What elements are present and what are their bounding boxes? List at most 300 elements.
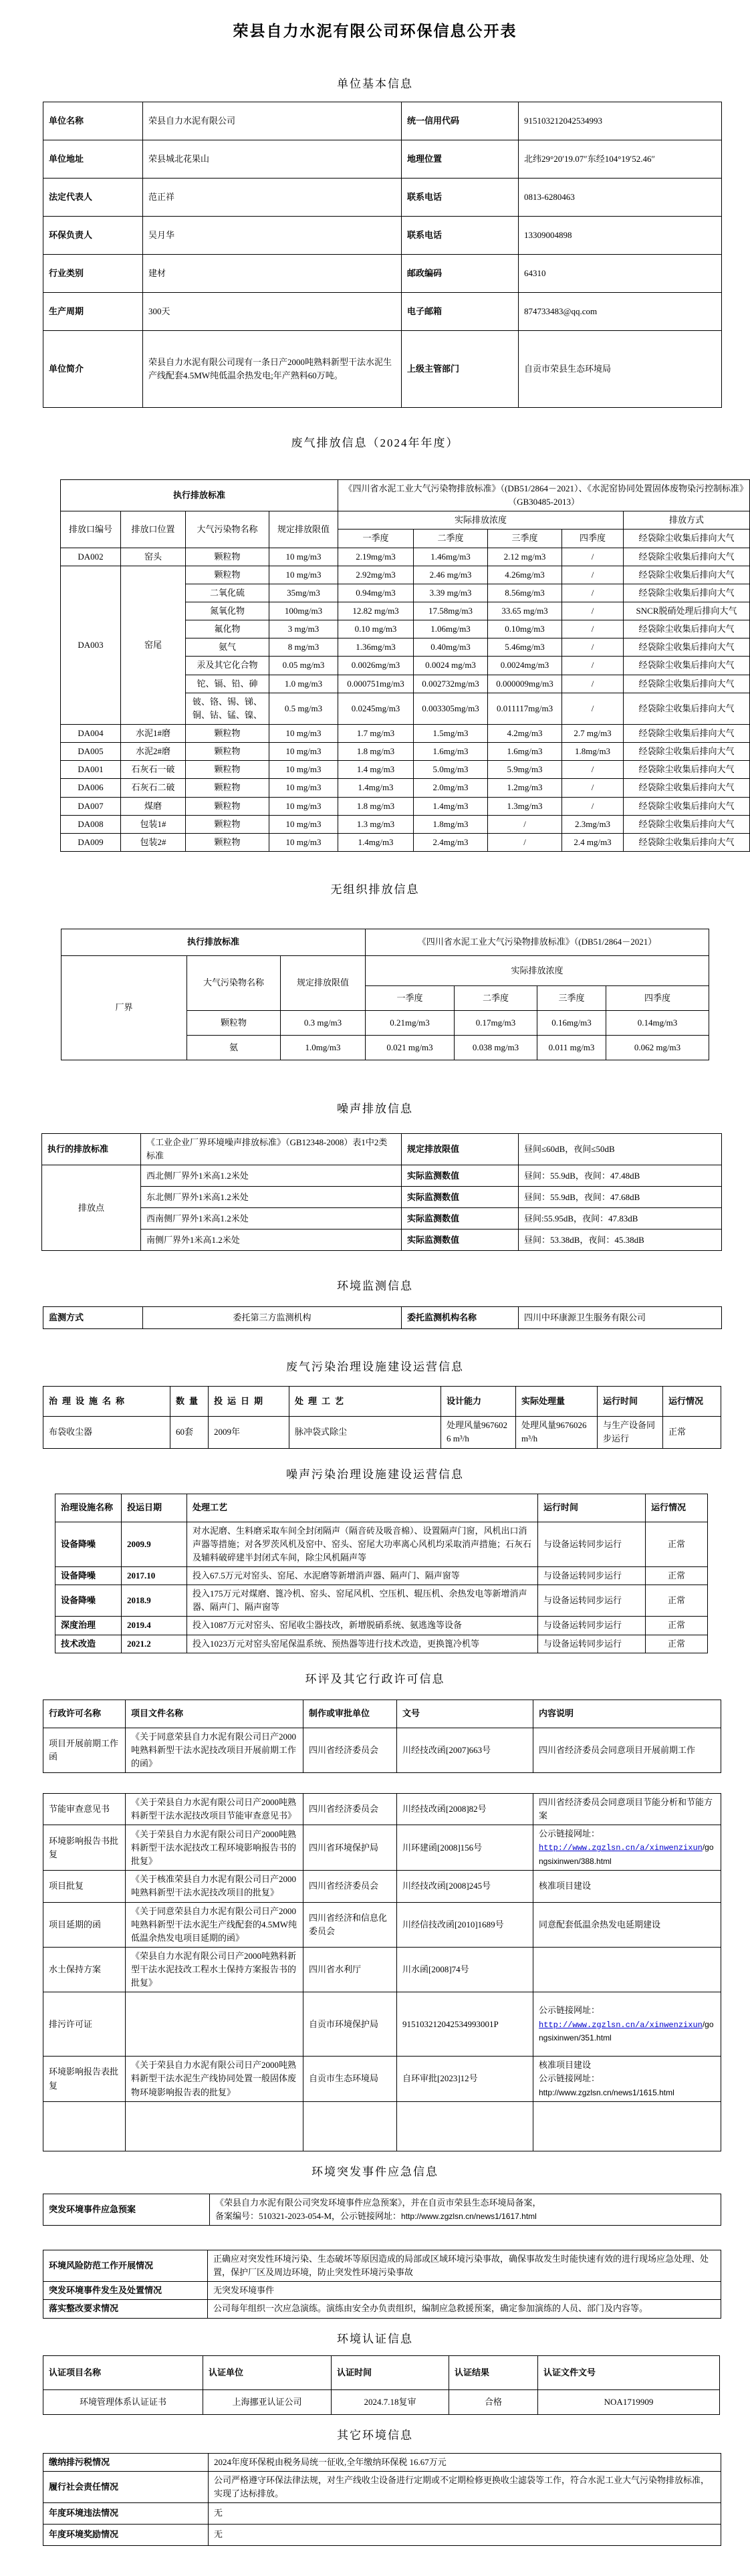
data-cell: 1.06mg/m3 bbox=[414, 620, 488, 638]
data-cell: 四川省经济委员会同意项目开展前期工作 bbox=[533, 1728, 721, 1772]
data-cell: 正常 bbox=[646, 1635, 708, 1653]
column-header: 认证文件文号 bbox=[538, 2355, 720, 2389]
data-cell: 1.0mg/m3 bbox=[281, 1035, 366, 1060]
section-title-fugitive: 无组织排放信息 bbox=[330, 883, 420, 896]
column-header: 三季度 bbox=[537, 985, 606, 1010]
data-cell: 0.10 mg/m3 bbox=[338, 620, 414, 638]
data-cell: 2009年 bbox=[209, 1417, 289, 1448]
data-cell: 颗粒物 bbox=[186, 779, 269, 797]
field-value: 13309004898 bbox=[519, 217, 722, 255]
column-header: 认证项目名称 bbox=[43, 2355, 203, 2389]
table-row bbox=[43, 1307, 722, 1329]
column-header: 大气污染物名称 bbox=[186, 511, 269, 548]
table-row bbox=[42, 1165, 722, 1187]
field-label: 实际监测数值 bbox=[402, 1208, 519, 1230]
table-row bbox=[43, 2250, 721, 2282]
table-row bbox=[43, 1871, 721, 1902]
fugitive-emission-table bbox=[61, 929, 709, 1060]
data-cell: 四川省经济委员会 bbox=[303, 1871, 397, 1902]
data-cell: 0.10mg/m3 bbox=[488, 620, 562, 638]
data-cell: 核准项目建设 bbox=[533, 1871, 721, 1902]
data-cell: 《关于同意荣县自力水泥有限公司日产2000吨熟料新型干法水泥技改项目开展前期工作的函》 bbox=[126, 1728, 303, 1772]
data-cell: 水土保持方案 bbox=[43, 1947, 126, 1992]
data-cell: 915103212042534993001P bbox=[397, 1992, 533, 2057]
data-cell: 2.46 mg/m3 bbox=[414, 566, 488, 584]
column-header: 排放口编号 bbox=[61, 511, 121, 548]
field-label: 排放点 bbox=[42, 1165, 141, 1251]
data-cell: 川经技改函[2008]82号 bbox=[397, 1794, 533, 1825]
data-cell: 环境管理体系认证证书 bbox=[43, 2389, 203, 2414]
field-label: 行业类别 bbox=[43, 255, 143, 293]
field-label: 联系电话 bbox=[402, 217, 519, 255]
data-cell: 与设备运转同步运行 bbox=[538, 1585, 646, 1617]
data-cell: 《关于荣县自力水泥有限公司日产2000吨熟料新型干法水泥技改项目节能审查意见书》 bbox=[126, 1794, 303, 1825]
field-value: 荣县自力水泥有限公司 bbox=[143, 102, 402, 140]
standard-label: 执行排放标准 bbox=[61, 929, 366, 955]
column-header: 文号 bbox=[397, 1700, 533, 1728]
data-cell: 4.26mg/m3 bbox=[488, 566, 562, 584]
noise-emission-table bbox=[41, 1133, 722, 1251]
data-cell: 1.8mg/m3 bbox=[414, 815, 488, 833]
field-label: 环保负责人 bbox=[43, 217, 143, 255]
table-row bbox=[61, 566, 750, 584]
field-value: 0813-6280463 bbox=[519, 179, 722, 217]
column-header: 认证时间 bbox=[332, 2355, 449, 2389]
field-label: 落实整改要求情况 bbox=[43, 2300, 208, 2318]
column-header: 运行时间 bbox=[598, 1387, 663, 1417]
data-cell: 投入67.5万元对窑头、窑尾、水泥磨等新增消声器、隔声门、隔声窗等 bbox=[187, 1566, 538, 1585]
field-label: 联系电话 bbox=[402, 179, 519, 217]
data-cell: 设备降噪 bbox=[55, 1585, 122, 1617]
field-label: 规定排放限值 bbox=[402, 1133, 519, 1165]
field-value: 300天 bbox=[143, 293, 402, 331]
data-cell: 经袋除尘收集后排向大气 bbox=[624, 657, 750, 675]
pollutant-permit-link[interactable]: http://www.zgzlsn.cn/a/xinwenzixun bbox=[539, 2020, 703, 2030]
table-row bbox=[43, 2471, 721, 2502]
data-cell: 1.36mg/m3 bbox=[338, 638, 414, 657]
table-row bbox=[61, 511, 750, 530]
data-cell: 3 mg/m3 bbox=[269, 620, 338, 638]
data-cell bbox=[126, 2101, 303, 2151]
data-cell: 氟化物 bbox=[186, 620, 269, 638]
data-cell: 0.011117mg/m3 bbox=[488, 693, 562, 724]
data-cell: 1.5mg/m3 bbox=[414, 724, 488, 742]
data-cell: 0.21mg/m3 bbox=[366, 1010, 455, 1035]
data-cell: 2.19mg/m3 bbox=[338, 548, 414, 566]
column-header: 实际排放浓度 bbox=[366, 955, 709, 985]
data-cell: 节能审查意见书 bbox=[43, 1794, 126, 1825]
table-row bbox=[61, 779, 750, 797]
field-label: 单位地址 bbox=[43, 140, 143, 179]
data-cell: 东北侧厂界外1米高1.2米处 bbox=[141, 1187, 402, 1208]
data-cell: 石灰石二破 bbox=[121, 779, 186, 797]
table-row bbox=[55, 1635, 708, 1653]
data-cell: 0.94mg/m3 bbox=[338, 584, 414, 602]
data-cell: 35mg/m3 bbox=[269, 584, 338, 602]
data-cell: 60套 bbox=[170, 1417, 209, 1448]
data-cell: 厂界 bbox=[61, 955, 187, 1060]
data-cell: 设备降噪 bbox=[55, 1522, 122, 1566]
data-cell: 四川省水利厅 bbox=[303, 1947, 397, 1992]
data-cell: 投入1087万元对窑头、窑尾收尘器技改，新增脱硝系统、氨逃逸等设备 bbox=[187, 1617, 538, 1635]
section-title-monitoring: 环境监测信息 bbox=[337, 1280, 413, 1293]
column-header: 二季度 bbox=[455, 985, 537, 1010]
plan-line: 备案编号：510321-2023-054-M，公示链接网址： bbox=[215, 2210, 402, 2221]
table-row bbox=[43, 1728, 721, 1772]
data-cell bbox=[533, 1947, 721, 1992]
note-line: 核准项目建设 bbox=[539, 2060, 592, 2071]
data-cell: SNCR脱硝处理后排向大气 bbox=[624, 602, 750, 620]
note-prefix: 公示链接网址： bbox=[539, 1829, 600, 1839]
data-cell: 2.92mg/m3 bbox=[338, 566, 414, 584]
data-cell: 33.65 mg/m3 bbox=[488, 602, 562, 620]
data-cell: 1.0 mg/m3 bbox=[269, 675, 338, 693]
data-cell: / bbox=[562, 620, 624, 638]
data-cell: 项目开展前期工作函 bbox=[43, 1728, 126, 1772]
data-cell: 1.2mg/m3 bbox=[488, 779, 562, 797]
data-cell: 0.021 mg/m3 bbox=[366, 1035, 455, 1060]
data-cell: 颗粒物 bbox=[186, 797, 269, 815]
field-value: 范正祥 bbox=[143, 179, 402, 217]
data-cell: 水泥2#磨 bbox=[121, 743, 186, 761]
column-header: 实际排放浓度 bbox=[338, 511, 624, 530]
data-cell: 经袋除尘收集后排向大气 bbox=[624, 761, 750, 779]
field-label: 突发环境事件发生及处置情况 bbox=[43, 2282, 208, 2300]
column-header: 制作或审批单位 bbox=[303, 1700, 397, 1728]
data-cell: 4.2mg/m3 bbox=[488, 724, 562, 742]
data-cell: 环境影响报告书批复 bbox=[43, 1825, 126, 1871]
data-cell: 经袋除尘收集后排向大气 bbox=[624, 638, 750, 657]
data-cell: 窑头 bbox=[121, 548, 186, 566]
link-tail: /gongsixinwen/388.html bbox=[539, 1843, 714, 1867]
table-row bbox=[43, 1387, 721, 1417]
data-cell: 12.82 mg/m3 bbox=[338, 602, 414, 620]
column-header: 处理工艺 bbox=[187, 1494, 538, 1522]
field-label: 统一信用代码 bbox=[402, 102, 519, 140]
data-cell: 2.3mg/m3 bbox=[562, 815, 624, 833]
data-cell: 17.58mg/m3 bbox=[414, 602, 488, 620]
column-header: 四季度 bbox=[562, 530, 624, 548]
column-header: 一季度 bbox=[366, 985, 455, 1010]
data-cell: 四川省经济委员会同意项目节能分析和节能方案 bbox=[533, 1794, 721, 1825]
data-cell bbox=[533, 2101, 721, 2151]
data-cell: 经袋除尘收集后排向大气 bbox=[624, 584, 750, 602]
table-row bbox=[42, 1230, 722, 1251]
data-cell: 2021.2 bbox=[122, 1635, 187, 1653]
data-cell: / bbox=[562, 548, 624, 566]
data-cell: 昼间：53.38dB，夜间：45.38dB bbox=[519, 1230, 722, 1251]
table-row bbox=[61, 724, 750, 742]
data-cell: / bbox=[562, 797, 624, 815]
section-title-noise-treatment: 噪声污染治理设施建设运营信息 bbox=[286, 1468, 464, 1481]
data-cell: 氮氧化物 bbox=[186, 602, 269, 620]
field-value: 无 bbox=[209, 2525, 721, 2546]
section-title-noise: 噪声排放信息 bbox=[337, 1102, 413, 1115]
table-row bbox=[61, 761, 750, 779]
data-cell: 汞及其它化合物 bbox=[186, 657, 269, 675]
table-row bbox=[43, 255, 722, 293]
field-label: 环境风险防范工作开展情况 bbox=[43, 2250, 208, 2282]
basic-info-table bbox=[43, 102, 722, 408]
data-cell: 2.12 mg/m3 bbox=[488, 548, 562, 566]
data-cell: DA002 bbox=[61, 548, 121, 566]
data-cell: 经袋除尘收集后排向大气 bbox=[624, 675, 750, 693]
data-cell bbox=[533, 1992, 721, 2057]
certification-table bbox=[43, 2355, 720, 2415]
field-label: 实际监测数值 bbox=[402, 1230, 519, 1251]
data-cell: 布袋收尘器 bbox=[43, 1417, 170, 1448]
data-cell: 0.0245mg/m3 bbox=[338, 693, 414, 724]
data-cell: 0.062 mg/m3 bbox=[606, 1035, 709, 1060]
data-cell: 1.6mg/m3 bbox=[414, 743, 488, 761]
data-cell: DA007 bbox=[61, 797, 121, 815]
field-label: 电子邮箱 bbox=[402, 293, 519, 331]
table-row bbox=[43, 179, 722, 217]
table-row bbox=[55, 1585, 708, 1617]
column-header: 经袋除尘收集后排向大气 bbox=[624, 530, 750, 548]
data-cell: 1.8mg/m3 bbox=[562, 743, 624, 761]
field-value bbox=[210, 2194, 721, 2225]
data-cell: / bbox=[562, 657, 624, 675]
data-cell: 《关于同意荣县自力水泥有限公司日产2000吨熟料新型干法水泥生产线配套的4.5MW纯低温余热发电项目延期的函》 bbox=[126, 1902, 303, 1947]
data-cell: 投入1023万元对窑头窑尾保温系统、预热器等进行技术改造，更换篦冷机等 bbox=[187, 1635, 538, 1653]
data-cell: / bbox=[562, 638, 624, 657]
emergency-table bbox=[43, 2194, 721, 2226]
section-title-waste-gas: 废气排放信息（2024年年度） bbox=[291, 437, 459, 449]
field-value: 915103212042534993 bbox=[519, 102, 722, 140]
data-cell: 西南侧厂界外1米高1.2米处 bbox=[141, 1208, 402, 1230]
data-cell: 投入175万元对煤磨、篦冷机、窑头、窑尾风机、空压机、辊压机、余热发电等新增消声器、隔声门、隔声窗等 bbox=[187, 1585, 538, 1617]
data-cell: 1.3mg/m3 bbox=[488, 797, 562, 815]
data-cell: 经袋除尘收集后排向大气 bbox=[624, 724, 750, 742]
field-label: 生产周期 bbox=[43, 293, 143, 331]
data-cell: 经袋除尘收集后排向大气 bbox=[624, 548, 750, 566]
data-cell: DA001 bbox=[61, 761, 121, 779]
data-cell bbox=[43, 2101, 126, 2151]
data-cell: 与设备运转同步运行 bbox=[538, 1566, 646, 1585]
column-header: 排放方式 bbox=[624, 511, 750, 530]
data-cell: / bbox=[562, 675, 624, 693]
data-cell: 项目批复 bbox=[43, 1871, 126, 1902]
table-row bbox=[55, 1566, 708, 1585]
data-cell: 窑尾 bbox=[121, 566, 186, 724]
data-cell: 昼间：55.9dB，夜间：47.48dB bbox=[519, 1165, 722, 1187]
table-row bbox=[43, 331, 722, 408]
data-cell: 0.000009mg/m3 bbox=[488, 675, 562, 693]
data-cell: 经袋除尘收集后排向大气 bbox=[624, 566, 750, 584]
note-prefix: 公示链接网址： bbox=[539, 2073, 600, 2084]
data-cell: 与设备运转同步运行 bbox=[538, 1522, 646, 1566]
table-row bbox=[61, 955, 709, 985]
data-cell: 10 mg/m3 bbox=[269, 779, 338, 797]
data-cell: 处理风量9676026 m³/h bbox=[441, 1417, 516, 1448]
table-row bbox=[43, 1794, 721, 1825]
other-info-table bbox=[43, 2453, 721, 2546]
data-cell: 0.05 mg/m3 bbox=[269, 657, 338, 675]
data-cell: 1.4mg/m3 bbox=[414, 797, 488, 815]
data-cell: 氨 bbox=[187, 1035, 281, 1060]
table-row bbox=[42, 1187, 722, 1208]
data-cell: 0.0024 mg/m3 bbox=[414, 657, 488, 675]
data-cell: 川环建函[2008]156号 bbox=[397, 1825, 533, 1871]
table-row bbox=[43, 2389, 720, 2414]
table-row bbox=[43, 2355, 720, 2389]
data-cell: 0.40mg/m3 bbox=[414, 638, 488, 657]
data-cell: 自贡市环境保护局 bbox=[303, 1992, 397, 2057]
table-row bbox=[43, 140, 722, 179]
data-cell: 水泥1#磨 bbox=[121, 724, 186, 742]
data-cell: 5.9mg/m3 bbox=[488, 761, 562, 779]
table-row bbox=[43, 293, 722, 331]
data-cell: 1.7 mg/m3 bbox=[338, 724, 414, 742]
data-cell: 颗粒物 bbox=[186, 724, 269, 742]
data-cell: 处理风量9676026m³/h bbox=[516, 1417, 598, 1448]
data-cell: 2024.7.18复审 bbox=[332, 2389, 449, 2414]
data-cell: 昼间：55.9dB，夜间：47.68dB bbox=[519, 1187, 722, 1208]
data-cell: 《关于荣县自力水泥有限公司日产2000吨熟料新型干法水泥生产线协同处置一般固体废物环境影响报告表的批复》 bbox=[126, 2057, 303, 2101]
data-cell: 项目延期的函 bbox=[43, 1902, 126, 1947]
note-prefix: 公示链接网址： bbox=[539, 2005, 600, 2016]
data-cell: 经袋除尘收集后排向大气 bbox=[624, 693, 750, 724]
data-cell: 10 mg/m3 bbox=[269, 743, 338, 761]
data-cell: 5.46mg/m3 bbox=[488, 638, 562, 657]
table-row bbox=[43, 2453, 721, 2471]
standard-text: 《四川省水泥工业大气污染物排放标准》（(DB51/2864－2021） bbox=[366, 929, 709, 955]
data-cell: 经袋除尘收集后排向大气 bbox=[624, 743, 750, 761]
data-cell: 铍、铬、锡、锑、铜、钴、锰、镍、 bbox=[186, 693, 269, 724]
data-cell: 0.000751mg/m3 bbox=[338, 675, 414, 693]
data-cell: 2.7 mg/m3 bbox=[562, 724, 624, 742]
data-cell: 《关于荣县自力水泥有限公司日产2000吨熟料新型干法水泥技改工程环境影响报告书的批复》 bbox=[126, 1825, 303, 1871]
data-cell: 四川省环境保护局 bbox=[303, 1825, 397, 1871]
data-cell: 技术改造 bbox=[55, 1635, 122, 1653]
table-row bbox=[43, 102, 722, 140]
data-cell: 0.0026mg/m3 bbox=[338, 657, 414, 675]
data-cell: / bbox=[488, 815, 562, 833]
data-cell: 颗粒物 bbox=[187, 1010, 281, 1035]
data-cell bbox=[397, 2101, 533, 2151]
column-header: 三季度 bbox=[488, 530, 562, 548]
column-header: 项目文件名称 bbox=[126, 1700, 303, 1728]
table-row bbox=[42, 1133, 722, 1165]
data-cell: / bbox=[562, 602, 624, 620]
data-cell: DA008 bbox=[61, 815, 121, 833]
data-cell: DA009 bbox=[61, 833, 121, 851]
data-cell: 10 mg/m3 bbox=[269, 797, 338, 815]
field-value: 2024年度环保税由税务局统一征收,全年缴纳环保税 16.67万元 bbox=[209, 2453, 721, 2471]
field-label: 年度环境违法情况 bbox=[43, 2503, 209, 2525]
data-cell: 正常 bbox=[663, 1417, 721, 1448]
field-label: 上级主管部门 bbox=[402, 331, 519, 408]
data-cell: 1.6mg/m3 bbox=[488, 743, 562, 761]
monitoring-table bbox=[43, 1306, 722, 1329]
field-label: 履行社会责任情况 bbox=[43, 2471, 209, 2502]
eia-report-link[interactable]: http://www.zgzlsn.cn/a/xinwenzixun bbox=[539, 1843, 703, 1853]
data-cell bbox=[533, 1825, 721, 1871]
column-header: 排放口位置 bbox=[121, 511, 186, 548]
data-cell: 10 mg/m3 bbox=[269, 833, 338, 851]
data-cell: 0.003305mg/m3 bbox=[414, 693, 488, 724]
data-cell: 氨气 bbox=[186, 638, 269, 657]
column-header: 认证结果 bbox=[449, 2355, 538, 2389]
data-cell bbox=[533, 2057, 721, 2101]
data-cell: 正常 bbox=[646, 1617, 708, 1635]
field-label: 地理位置 bbox=[402, 140, 519, 179]
field-value: 委托第三方监测机构 bbox=[143, 1307, 402, 1329]
table-row bbox=[61, 797, 750, 815]
field-label: 缴纳排污税情况 bbox=[43, 2453, 209, 2471]
data-cell: 深度治理 bbox=[55, 1617, 122, 1635]
data-cell: 与设备运转同步运行 bbox=[538, 1635, 646, 1653]
table-row bbox=[43, 1902, 721, 1947]
data-cell: 1.4mg/m3 bbox=[338, 779, 414, 797]
column-header: 实际处理量 bbox=[516, 1387, 598, 1417]
data-cell: 川经技改函[2007]663号 bbox=[397, 1728, 533, 1772]
table-row bbox=[43, 1825, 721, 1871]
field-value: 无 bbox=[209, 2503, 721, 2525]
section-title-other: 其它环境信息 bbox=[337, 2428, 413, 2442]
table-row bbox=[43, 1417, 721, 1448]
data-cell: 自贡市生态环境局 bbox=[303, 2057, 397, 2101]
table-row bbox=[43, 1947, 721, 1992]
table-row bbox=[43, 2282, 721, 2300]
data-cell: 1.46mg/m3 bbox=[414, 548, 488, 566]
column-header: 大气污染物名称 bbox=[187, 955, 281, 1010]
field-label: 监测方式 bbox=[43, 1307, 143, 1329]
data-cell: 0.5 mg/m3 bbox=[269, 693, 338, 724]
table-row bbox=[43, 217, 722, 255]
data-cell: 3.39 mg/m3 bbox=[414, 584, 488, 602]
data-cell: 正常 bbox=[646, 1522, 708, 1566]
data-cell bbox=[126, 1992, 303, 2057]
data-cell: 10 mg/m3 bbox=[269, 815, 338, 833]
field-label: 突发环境事件应急预案 bbox=[43, 2194, 210, 2225]
data-cell: 颗粒物 bbox=[186, 833, 269, 851]
data-cell: 四川省经济委员会 bbox=[303, 1794, 397, 1825]
data-cell: 经袋除尘收集后排向大气 bbox=[624, 797, 750, 815]
field-value: 874733483@qq.com bbox=[519, 293, 722, 331]
data-cell: 石灰石一破 bbox=[121, 761, 186, 779]
data-cell: 0.002732mg/m3 bbox=[414, 675, 488, 693]
data-cell: 0.17mg/m3 bbox=[455, 1010, 537, 1035]
column-header: 治理设施名称 bbox=[55, 1494, 122, 1522]
table-row bbox=[43, 2057, 721, 2101]
data-cell: 《关于核准荣县自力水泥有限公司日产2000吨熟料新型干法水泥技改项目的批复》 bbox=[126, 1871, 303, 1902]
data-cell: 8 mg/m3 bbox=[269, 638, 338, 657]
data-cell: 2019.4 bbox=[122, 1617, 187, 1635]
data-cell bbox=[303, 2101, 397, 2151]
table-row bbox=[43, 2101, 721, 2151]
column-header: 运行时间 bbox=[538, 1494, 646, 1522]
standard-text: 《工业企业厂界环境噪声排放标准》（GB12348-2008）表1中2类标准 bbox=[141, 1133, 402, 1165]
data-cell: / bbox=[562, 566, 624, 584]
data-cell: / bbox=[488, 833, 562, 851]
table-row bbox=[43, 1992, 721, 2057]
data-cell: 经袋除尘收集后排向大气 bbox=[624, 815, 750, 833]
table-row bbox=[61, 833, 750, 851]
table-row bbox=[43, 2525, 721, 2546]
table-row bbox=[61, 815, 750, 833]
permits-table-part2 bbox=[43, 1793, 721, 2151]
data-cell: 0.038 mg/m3 bbox=[455, 1035, 537, 1060]
section-title-basic-info: 单位基本信息 bbox=[337, 78, 413, 90]
data-cell: 颗粒物 bbox=[186, 548, 269, 566]
data-cell: / bbox=[562, 584, 624, 602]
section-title-gas-treatment: 废气污染治理设施建设运营信息 bbox=[286, 1361, 464, 1374]
data-cell: 排污许可证 bbox=[43, 1992, 126, 2057]
data-cell: 10 mg/m3 bbox=[269, 566, 338, 584]
field-value: 荣县自力水泥有限公司现有一条日产2000吨熟料新型干法水泥生产线配套4.5MW纯低温余热发电;年产熟料60万吨。 bbox=[143, 331, 402, 408]
